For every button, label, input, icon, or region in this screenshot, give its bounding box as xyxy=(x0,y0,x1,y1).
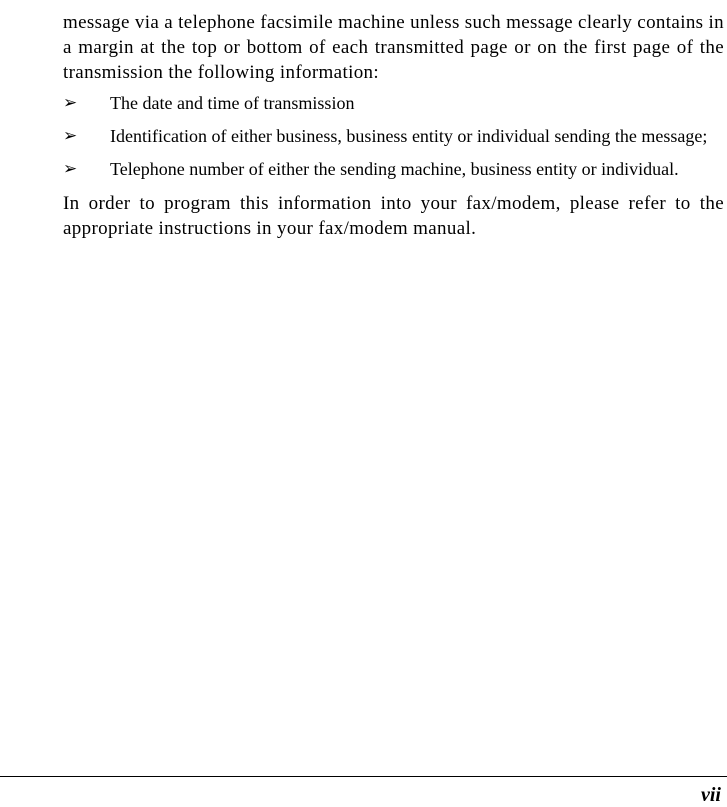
list-item-text: The date and time of transmission xyxy=(110,93,355,113)
list-item-text: Telephone number of either the sending machine, business entity or individual. xyxy=(110,159,679,179)
page-number: vii xyxy=(701,784,721,806)
list-item xyxy=(63,122,724,150)
page-body xyxy=(63,10,724,241)
footer-divider xyxy=(0,776,727,777)
list-item xyxy=(63,155,724,183)
arrowhead-bullet-icon: ➢ xyxy=(63,159,78,179)
list-item xyxy=(63,89,724,117)
fax-requirements-list xyxy=(63,89,724,183)
list-item-text: Identification of either business, business entity or individual sending the message; xyxy=(110,126,708,146)
arrowhead-bullet-icon: ➢ xyxy=(63,93,78,113)
intro-paragraph: message via a telephone facsimile machine unless such message clearly contains in a margin at the top or bottom of each transmitted page or on the first page of the transmission the following information: xyxy=(63,12,724,83)
closing-paragraph: In order to program this information into your fax/modem, please refer to the appropriate instructions in your fax/modem manual. xyxy=(63,193,724,239)
arrowhead-bullet-icon: ➢ xyxy=(63,126,78,146)
